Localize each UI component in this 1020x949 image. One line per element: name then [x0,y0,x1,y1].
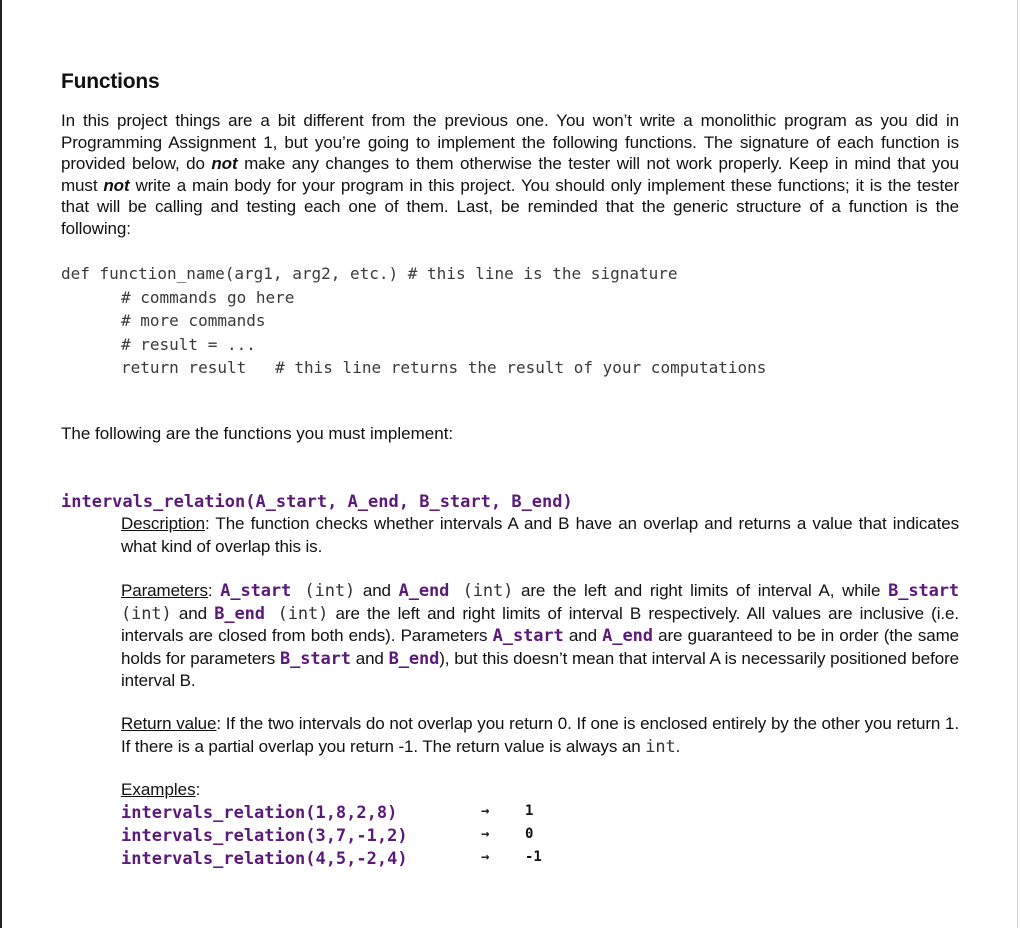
param-a-start: A_start [220,581,292,601]
functions-intro-text: The following are the functions you must implement: [61,424,454,443]
function-signature: intervals_relation(A_start, A_end, B_start, B_end) [61,492,573,512]
example-call: intervals_relation(3,7,-1,2) [121,826,408,846]
intro-text-2: make any changes to them otherwise the tester will not work properly. Keep in mind that you must [61,154,960,195]
description-paragraph [121,513,959,558]
param-type: (int) [264,603,329,624]
code-line-5: return result # this line returns the result of your computations [121,358,767,377]
param-text: ), but this doesn’t mean that interval A is necessarily positioned before interval B. [121,648,960,691]
intro-text-3: write a main body for your program in this project. You should only implement these functions; it is the tester that will be calling and testing each one of them. Last, be reminded that the generic structure of a function is the following: [61,175,959,238]
param-a-end: A_end [602,626,653,647]
examples-label: Examples [121,780,196,799]
param-type: (int) [121,603,172,624]
examples-colon: : [195,780,201,799]
intro-emphasis-not-1: not [211,154,238,173]
return-end: . [675,736,681,756]
example-result: 0 [525,826,534,842]
page-right-border [1017,0,1018,928]
example-result: 1 [525,803,534,819]
param-a-end: A_end [398,581,450,601]
code-line-1: def function_name(arg1, arg2, etc.) # this line is the signature [61,264,678,283]
param-b-end: B_end [388,648,440,669]
param-type: (int) [449,581,514,601]
param-text: and [563,626,603,646]
code-block [61,262,766,380]
param-b-start: B_start [888,581,960,601]
parameters-paragraph [121,580,959,693]
param-text: are the left and right limits of interval A, while [513,581,889,600]
arrow-icon: → [481,803,490,819]
param-text: and [171,603,215,623]
intro-emphasis-not-2: not [103,175,130,195]
intro-text-1: In this project things are a bit different from the previous one. You won’t write a monolithic program as you did in Programming Assignment 1, but you’re going to implement the following functions. The signature of each function is provided below, do [61,111,959,173]
example-row [121,803,534,826]
example-call: intervals_relation(4,5,-2,4) [121,849,408,869]
parameters-label: Parameters [121,581,208,600]
param-type: (int) [291,581,356,601]
example-row [121,849,542,872]
param-text: and [350,648,389,668]
param-text: : [207,581,221,600]
return-type: int [645,736,676,757]
section-heading: Functions [61,70,160,93]
example-result: -1 [525,849,542,865]
intro-paragraph [61,110,959,239]
code-line-4: # result = ... [121,334,256,354]
param-b-end: B_end [214,603,265,624]
example-call: intervals_relation(1,8,2,8) [121,803,398,823]
code-line-2: # commands go here [121,287,295,307]
param-a-start: A_start [492,626,564,647]
arrow-icon: → [481,826,490,842]
description-text: : The function checks whether intervals A and B have an overlap and returns a value that indicates what kind of overlap this is. [121,514,959,556]
example-row [121,826,534,849]
return-value-paragraph [121,713,959,758]
param-text: are guaranteed to be in order (the same holds for parameters [121,626,960,668]
param-text: are the left and right limits of interval B respectively. All values are inclusive (i.e. intervals are closed from both ends). Parameters [121,603,960,646]
return-value-text: : If the two intervals do not overlap you return 0. If one is enclosed entirely by the other you return 1. If there is a partial overlap you return -1. The return value is always an [121,714,959,756]
examples-heading [121,780,200,800]
arrow-icon: → [481,849,490,865]
description-label: Description [121,514,205,533]
param-text: and [355,581,399,600]
param-b-start: B_start [279,648,351,669]
page-left-border [0,0,2,928]
code-line-3: # more commands [121,311,266,330]
return-value-label: Return value [121,714,217,733]
